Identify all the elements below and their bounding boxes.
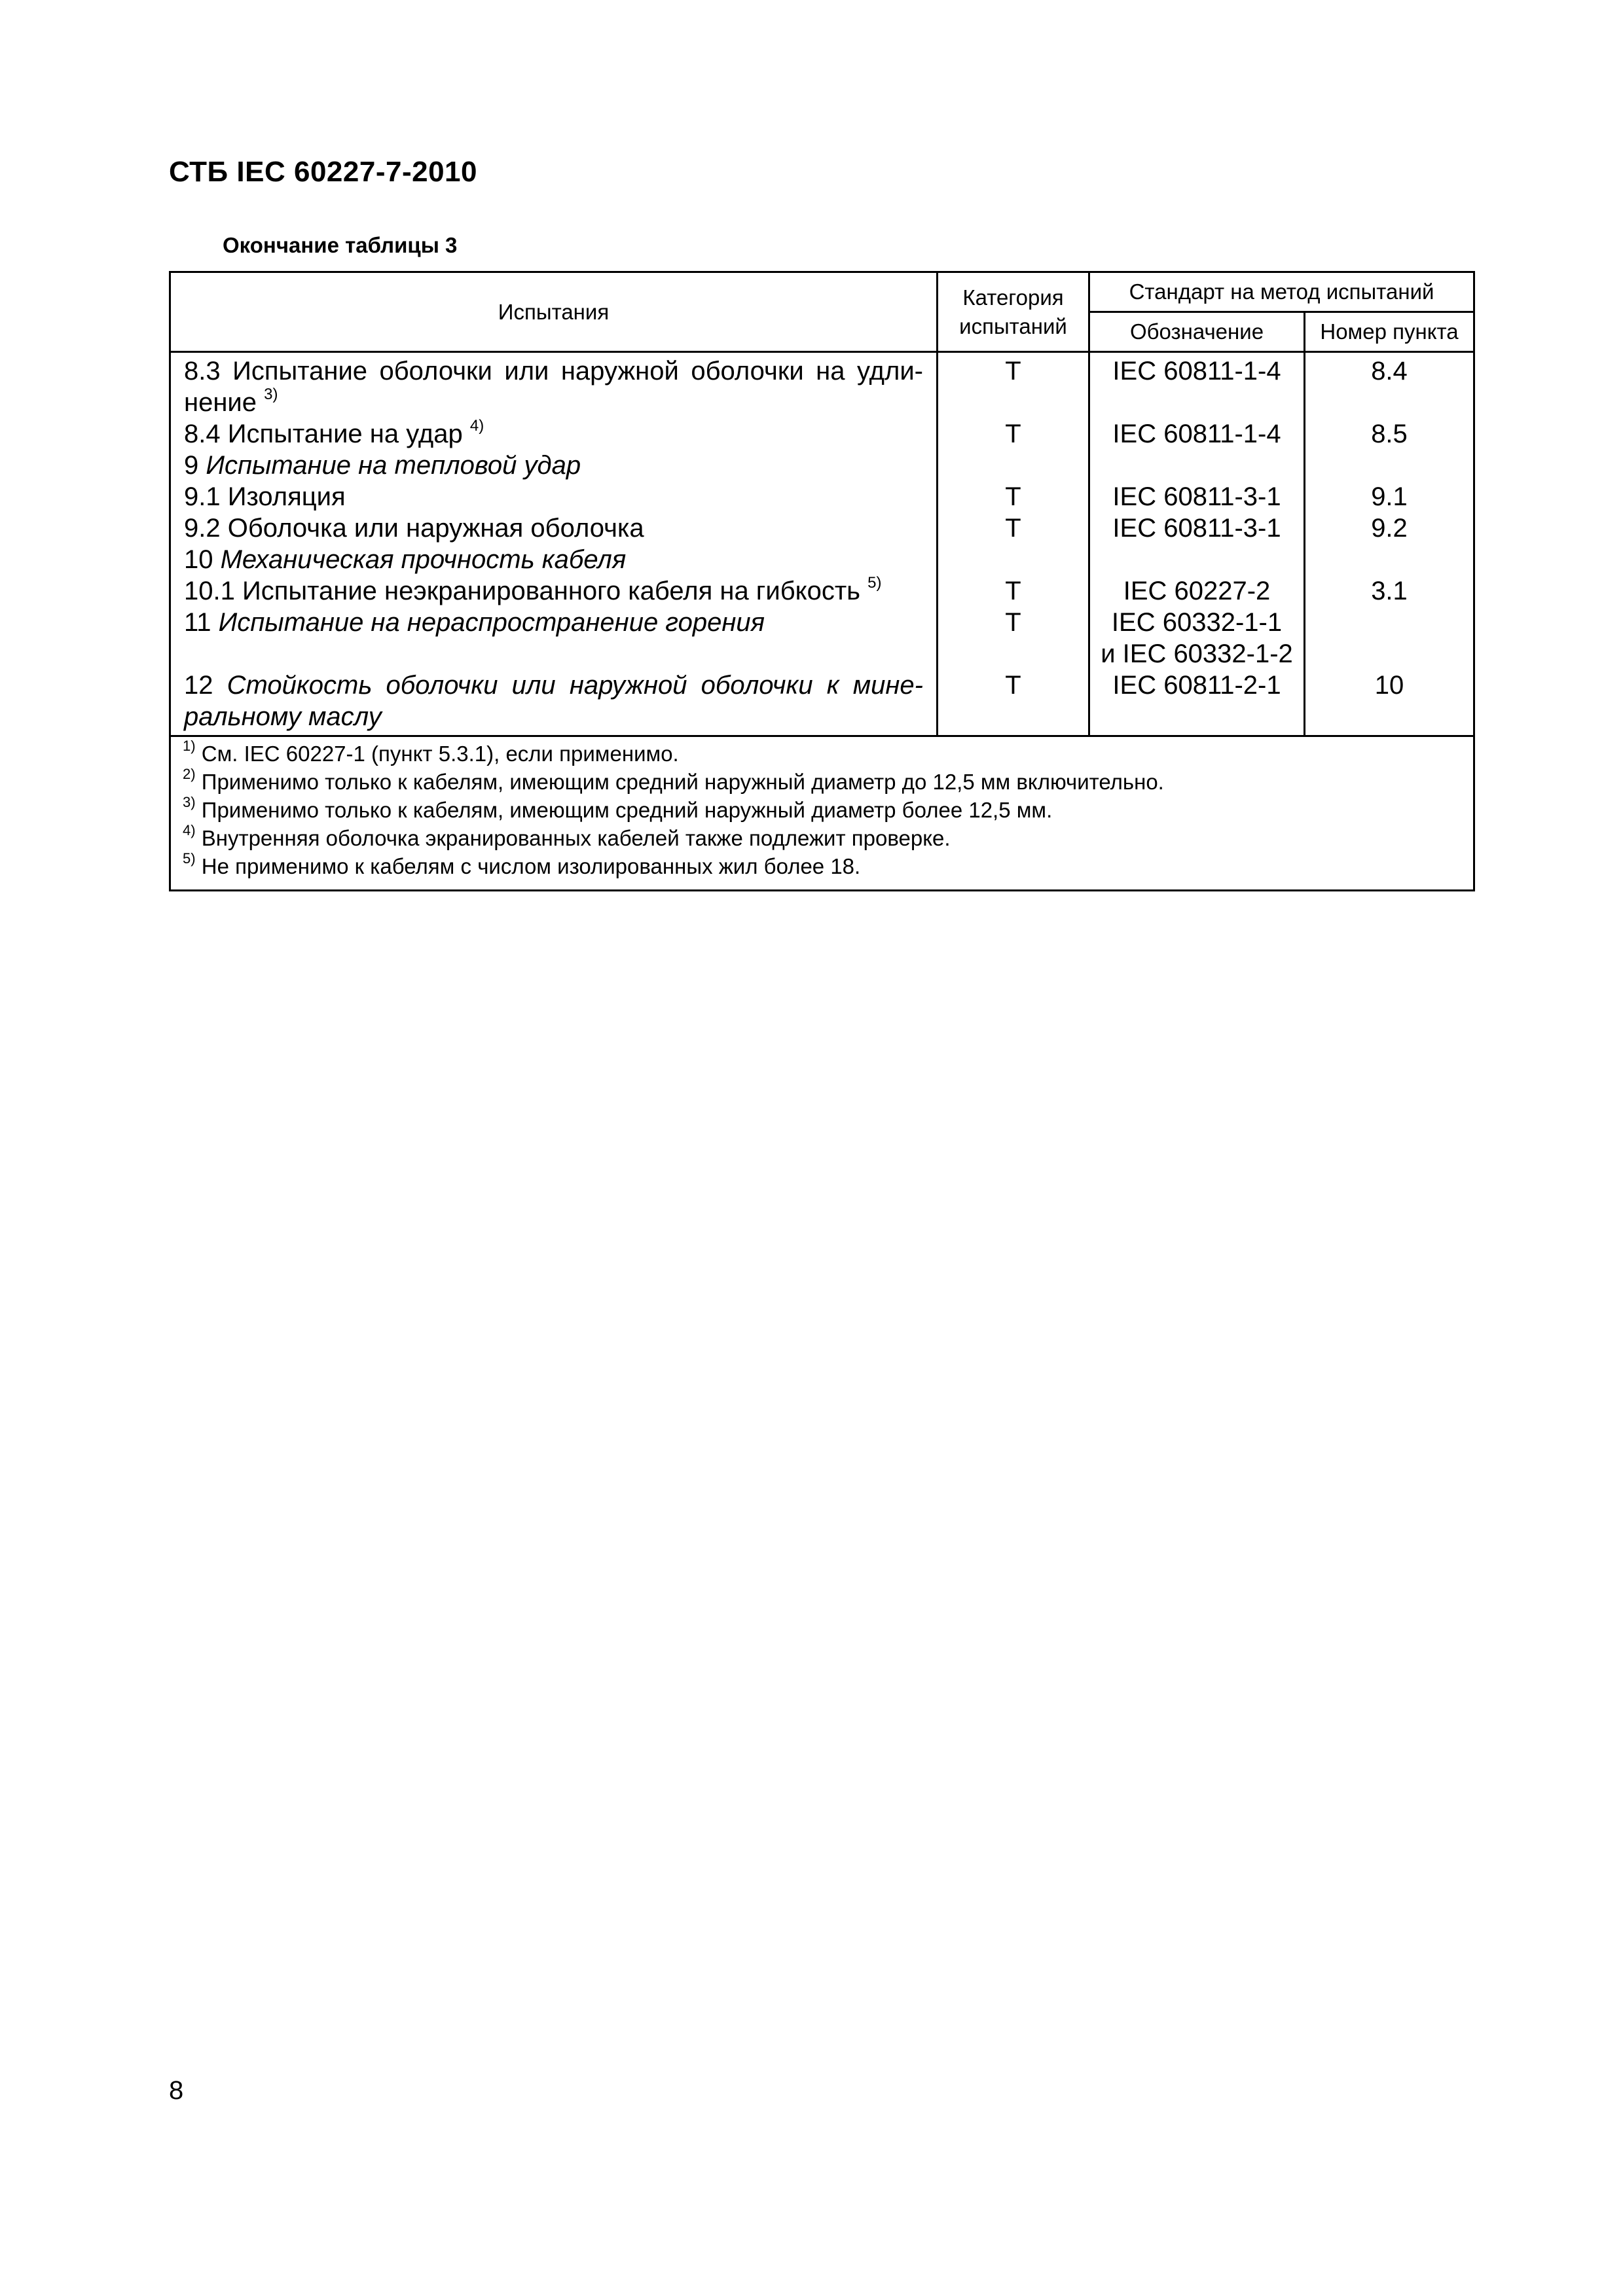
category-value xyxy=(938,450,1088,481)
footnote: $^{1)}$ См. IEC 60227-1 (пункт 5.3.1), если применимо. xyxy=(183,738,679,766)
designation-value xyxy=(1090,387,1304,418)
clause-value: 8.4 xyxy=(1371,357,1408,386)
test-title-italic: Механическая прочность кабеля xyxy=(220,545,627,574)
header-category-line1: Категория xyxy=(962,285,1064,310)
test-line: 9.1 Изоляция xyxy=(184,482,346,511)
header-category xyxy=(938,272,1089,352)
designation-value: IEC 60332-1-1 xyxy=(1111,608,1283,637)
clause-value: 10 xyxy=(1374,671,1404,700)
clause-value xyxy=(1305,638,1473,670)
test-title-italic: Стойкость оболочки или наружной оболочки к мине- xyxy=(227,671,923,700)
header-category-line2: испытаний xyxy=(959,314,1067,338)
clause-value: 9.1 xyxy=(1371,482,1408,511)
designation-value: и IEC 60332-1-2 xyxy=(1101,639,1293,668)
category-value xyxy=(938,701,1088,732)
footnote: $^{5)}$ Не применимо к кабелям с числом изолированных жил более 18. xyxy=(183,850,861,878)
test-line: 10.1 Испытание неэкранированного кабеля на гибкость $^{5)}$ xyxy=(184,573,882,605)
designation-value: IEC 60811-1-4 xyxy=(1112,357,1281,386)
designation-column xyxy=(1089,352,1305,736)
footnote-ref: 4) xyxy=(469,416,484,435)
footnote-mark: 2) xyxy=(183,766,196,782)
tests-column xyxy=(170,352,938,736)
category-value xyxy=(938,387,1088,418)
clause-value: 8.5 xyxy=(1371,420,1408,448)
test-title-italic: Испытание на нераспространение горения xyxy=(218,608,765,637)
test-title-italic: Испытание на тепловой удар xyxy=(206,451,581,480)
page-number: 8 xyxy=(169,2076,184,2105)
tests-table xyxy=(169,271,1475,891)
designation-value: IEC 60227-2 xyxy=(1123,577,1271,605)
test-line xyxy=(184,638,923,670)
footnote-mark: 4) xyxy=(183,822,196,838)
designation-value: IEC 60811-2-1 xyxy=(1112,671,1281,700)
test-line: 8.4 Испытание на удар $^{4)}$ xyxy=(184,416,484,448)
notes-row xyxy=(170,736,1474,891)
table-header-row xyxy=(170,272,1474,312)
clause-value xyxy=(1305,607,1473,638)
clause-value xyxy=(1305,450,1473,481)
footnote-ref: 5) xyxy=(867,573,882,592)
category-value xyxy=(938,638,1088,670)
category-value: Т xyxy=(1005,671,1021,700)
category-column xyxy=(938,352,1089,736)
category-value: Т xyxy=(1005,608,1021,637)
footnote: $^{2)}$ Применимо только к кабелям, имеющим средний наружный диаметр до 12,5 мм включительно. xyxy=(183,766,1164,794)
test-line: 9 Испытание на тепловой удар xyxy=(184,451,581,480)
clause-value xyxy=(1305,701,1473,732)
footnote: $^{3)}$ Применимо только к кабелям, имеющим средний наружный диаметр более 12,5 мм. xyxy=(183,794,1053,822)
document-header: СТБ IEC 60227-7-2010 xyxy=(169,156,477,188)
table-notes xyxy=(170,736,1474,891)
test-line: нение $^{3)}$ xyxy=(184,385,278,417)
category-value xyxy=(938,544,1088,575)
table-caption: Окончание таблицы 3 xyxy=(223,233,458,257)
designation-value xyxy=(1090,701,1304,732)
clause-value xyxy=(1305,387,1473,418)
header-tests: Испытания xyxy=(170,272,938,352)
footnote-mark: 1) xyxy=(183,738,196,754)
test-line: 12 Стойкость оболочки или наружной оболочки к мине- xyxy=(184,671,923,700)
header-designation: Обозначение xyxy=(1089,312,1305,352)
footnote-ref: 3) xyxy=(264,385,278,403)
test-line: 10 Механическая прочность кабеля xyxy=(184,545,627,574)
category-value: Т xyxy=(1005,357,1021,386)
designation-value: IEC 60811-3-1 xyxy=(1112,482,1281,511)
test-line xyxy=(184,701,923,732)
test-title-italic: ральному маслу xyxy=(184,702,382,731)
header-clause-number: Номер пункта xyxy=(1305,312,1474,352)
designation-value: IEC 60811-3-1 xyxy=(1112,514,1281,543)
header-standard-group: Стандарт на метод испытаний xyxy=(1089,272,1474,312)
footnote-mark: 3) xyxy=(183,794,196,810)
designation-value xyxy=(1090,544,1304,575)
test-line: 11 Испытание на нераспространение горения xyxy=(184,608,765,637)
category-value: Т xyxy=(1005,577,1021,605)
clause-value: 3.1 xyxy=(1371,577,1408,605)
clause-value xyxy=(1305,544,1473,575)
table-body-row xyxy=(170,352,1474,736)
category-value: Т xyxy=(1005,514,1021,543)
clause-column xyxy=(1305,352,1474,736)
test-line: 9.2 Оболочка или наружная оболочка xyxy=(184,514,644,543)
designation-value: IEC 60811-1-4 xyxy=(1112,420,1281,448)
clause-value: 9.2 xyxy=(1371,514,1408,543)
category-value: Т xyxy=(1005,482,1021,511)
footnote: $^{4)}$ Внутренняя оболочка экранированных кабелей также подлежит проверке. xyxy=(183,822,951,850)
test-line: 8.3 Испытание оболочки или наружной оболочки на удли- xyxy=(184,357,923,386)
footnote-mark: 5) xyxy=(183,850,196,867)
category-value: Т xyxy=(1005,420,1021,448)
designation-value xyxy=(1090,450,1304,481)
